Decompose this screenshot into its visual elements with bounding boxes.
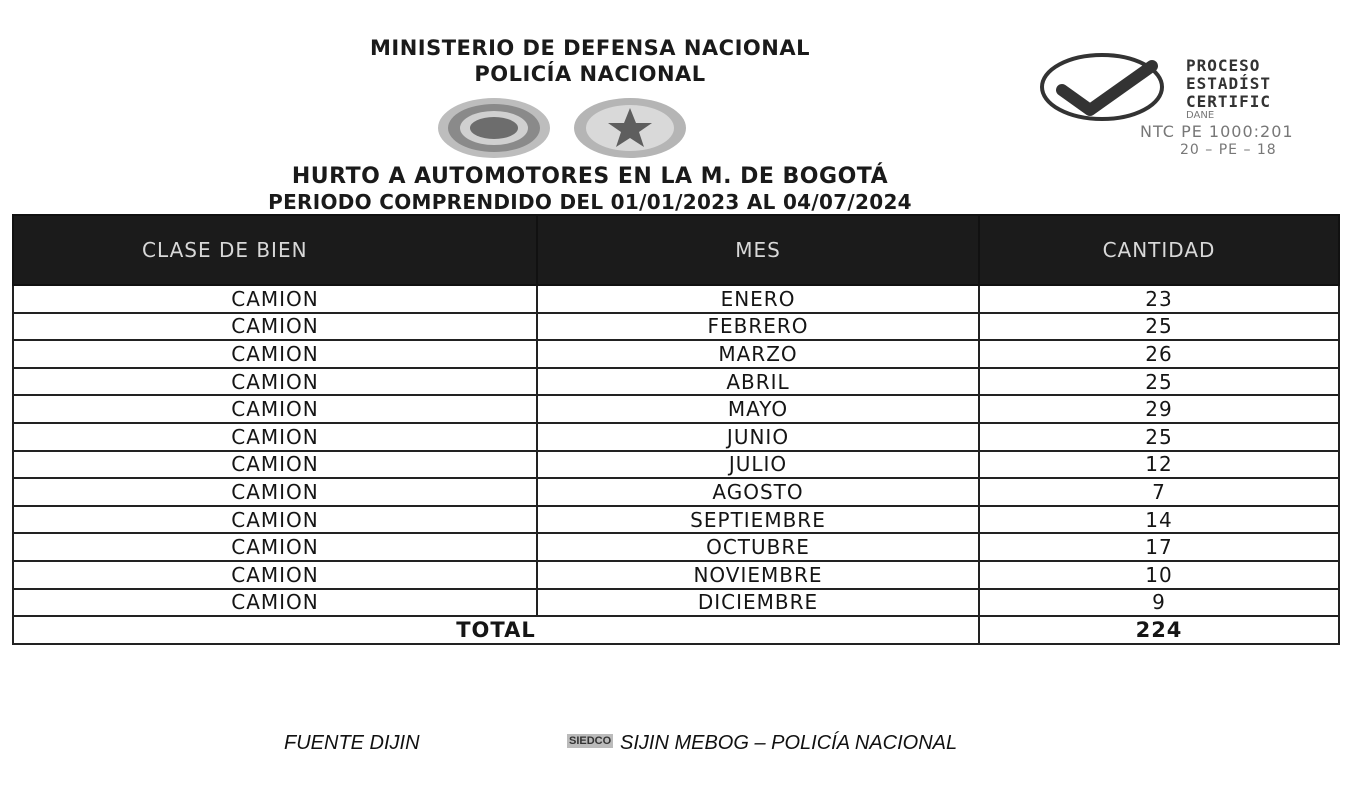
table-row bbox=[13, 340, 1339, 368]
cell-asset-class: CAMION bbox=[13, 395, 537, 423]
cell-quantity: 12 bbox=[979, 451, 1339, 479]
cell-quantity: 25 bbox=[979, 423, 1339, 451]
cell-month: ENERO bbox=[537, 285, 979, 313]
table-body bbox=[13, 285, 1339, 644]
police-star-emblem-icon bbox=[572, 96, 688, 160]
cell-month: JULIO bbox=[537, 451, 979, 479]
table-row bbox=[13, 368, 1339, 396]
org-line-ministry: MINISTERIO DE DEFENSA NACIONAL bbox=[370, 36, 810, 60]
cell-month: SEPTIEMBRE bbox=[537, 506, 979, 534]
cell-month: NOVIEMBRE bbox=[537, 561, 979, 589]
table-row bbox=[13, 423, 1339, 451]
table-row bbox=[13, 285, 1339, 313]
table-row bbox=[13, 561, 1339, 589]
cert-issuer: DANE bbox=[1186, 110, 1215, 121]
cell-asset-class: CAMION bbox=[13, 368, 537, 396]
column-header-quantity: CANTIDAD bbox=[979, 215, 1339, 285]
total-value: 224 bbox=[979, 616, 1339, 644]
cell-asset-class: CAMION bbox=[13, 478, 537, 506]
cell-quantity: 23 bbox=[979, 285, 1339, 313]
footer-stamp: SIEDCO bbox=[569, 735, 612, 747]
cell-asset-class: CAMION bbox=[13, 506, 537, 534]
cert-code: 20 – PE – 18 bbox=[1180, 142, 1277, 158]
table-row bbox=[13, 451, 1339, 479]
cell-asset-class: CAMION bbox=[13, 561, 537, 589]
cell-quantity: 26 bbox=[979, 340, 1339, 368]
cell-quantity: 29 bbox=[979, 395, 1339, 423]
cell-month: ABRIL bbox=[537, 368, 979, 396]
cell-asset-class: CAMION bbox=[13, 313, 537, 341]
total-label: TOTAL bbox=[13, 616, 979, 644]
cert-line-1: PROCESO bbox=[1186, 56, 1261, 75]
table-row bbox=[13, 506, 1339, 534]
cell-asset-class: CAMION bbox=[13, 451, 537, 479]
table-row bbox=[13, 395, 1339, 423]
table-row bbox=[13, 533, 1339, 561]
cell-quantity: 25 bbox=[979, 313, 1339, 341]
cell-month: DICIEMBRE bbox=[537, 589, 979, 617]
cert-line-2: ESTADÍST bbox=[1186, 74, 1272, 93]
cell-quantity: 7 bbox=[979, 478, 1339, 506]
cell-quantity: 14 bbox=[979, 506, 1339, 534]
cell-asset-class: CAMION bbox=[13, 285, 537, 313]
org-line-police: POLICÍA NACIONAL bbox=[474, 62, 706, 86]
table-row bbox=[13, 589, 1339, 617]
cell-month: JUNIO bbox=[537, 423, 979, 451]
cell-month: AGOSTO bbox=[537, 478, 979, 506]
checkmark-badge-icon bbox=[1040, 52, 1180, 122]
cert-line-3: CERTIFIC bbox=[1186, 92, 1272, 111]
report-period: PERIODO COMPRENDIDO DEL 01/01/2023 AL 04/07/2024 bbox=[268, 190, 912, 214]
cert-norm: NTC PE 1000:201 bbox=[1140, 122, 1294, 141]
cell-month: FEBRERO bbox=[537, 313, 979, 341]
cell-quantity: 9 bbox=[979, 589, 1339, 617]
column-header-month: MES bbox=[537, 215, 979, 285]
footer-org: SIJIN MEBOG – POLICÍA NACIONAL bbox=[620, 732, 958, 754]
table-header-row bbox=[13, 215, 1339, 285]
table-row bbox=[13, 313, 1339, 341]
cell-asset-class: CAMION bbox=[13, 340, 537, 368]
table-row bbox=[13, 478, 1339, 506]
cell-month: MARZO bbox=[537, 340, 979, 368]
cell-quantity: 25 bbox=[979, 368, 1339, 396]
cell-month: OCTUBRE bbox=[537, 533, 979, 561]
column-header-asset-class: CLASE DE BIEN bbox=[13, 215, 537, 285]
cell-quantity: 17 bbox=[979, 533, 1339, 561]
table-total-row bbox=[13, 616, 1339, 644]
cell-asset-class: CAMION bbox=[13, 589, 537, 617]
police-seal-icon bbox=[436, 96, 552, 160]
cell-quantity: 10 bbox=[979, 561, 1339, 589]
footer-source: FUENTE DIJIN bbox=[284, 732, 420, 754]
cell-month: MAYO bbox=[537, 395, 979, 423]
certification-badge bbox=[1040, 52, 1360, 182]
theft-statistics-table bbox=[12, 214, 1340, 645]
cell-asset-class: CAMION bbox=[13, 423, 537, 451]
cell-asset-class: CAMION bbox=[13, 533, 537, 561]
report-title: HURTO A AUTOMOTORES EN LA M. DE BOGOTÁ bbox=[291, 164, 889, 189]
